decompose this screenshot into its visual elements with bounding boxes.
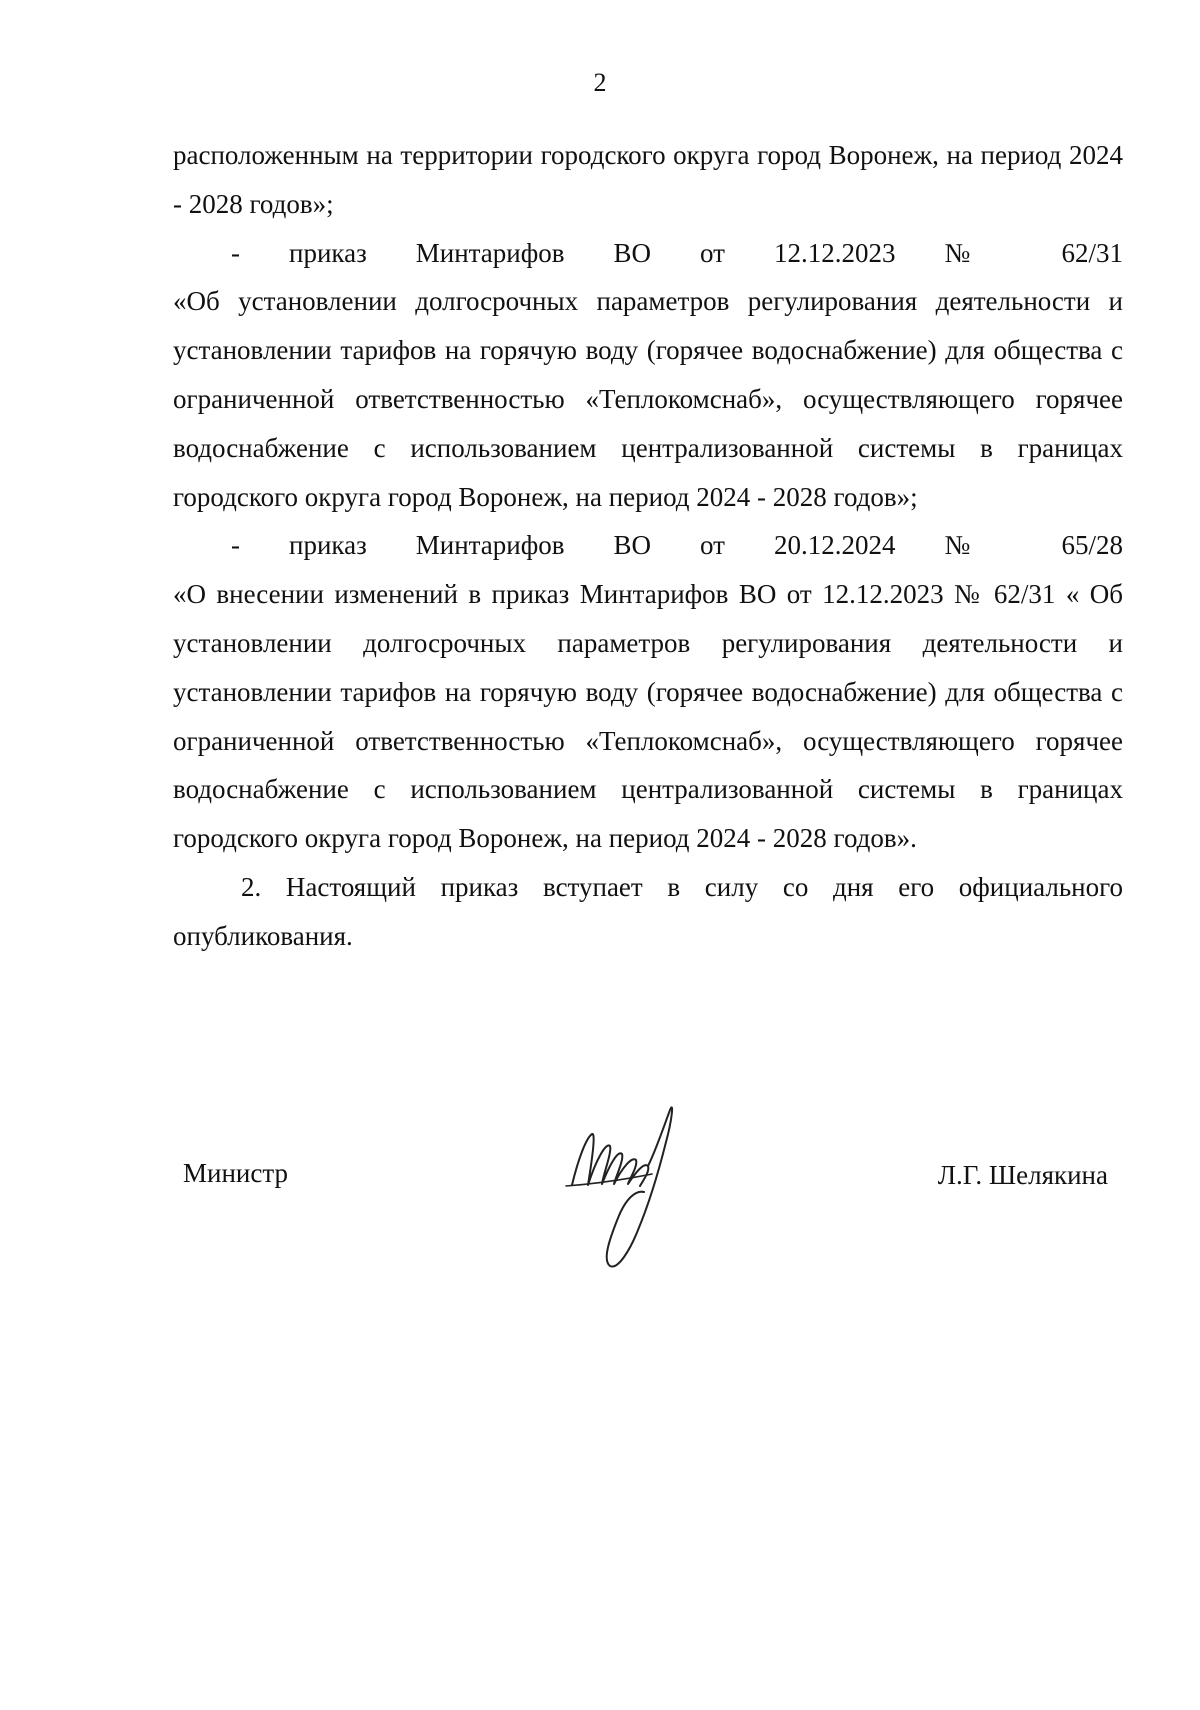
order-title-text: «О внесении изменений в приказ Минтарифов ВО от 12.12.2023 № 62/31 « Об установлении долгосрочных параметров регулирования деятельности и установлении тарифов на горячую воду (горячее водоснабжение) для общества с ограниченной ответственностью «Теплокомснаб», осуществляющего горячее водоснабжение с использованием централизованной системы в границах городского округа город Воронеж, на период 2024 - 2028 годов».	[173, 579, 1123, 854]
order-title-text: «Об установлении долгосрочных параметров регулирования деятельности и установлении тарифов на горячую воду (горячее водоснабжение) для общества с ограниченной ответственностью «Теплокомснаб», осуществляющего горячее водоснабжение с использованием централизованной системы в границах городского округа город Воронеж, на период 2024 - 2028 годов»;	[173, 286, 1123, 512]
document-body	[173, 131, 1123, 961]
signatory-name: Л.Г. Шелякина	[937, 1160, 1108, 1190]
signatory-role: Министр	[183, 1158, 288, 1188]
page-number: 2	[593, 68, 607, 97]
list-item	[173, 229, 1123, 522]
continuation-paragraph: расположенным на территории городского округа город Воронеж, на период 2024 - 2028 годов»;	[173, 140, 1123, 219]
order-reference-line: - приказ Минтарифов ВО от 12.12.2023 № 62/31	[231, 237, 1123, 268]
list-item	[173, 521, 1123, 863]
order-reference-line: - приказ Минтарифов ВО от 20.12.2024 № 65/28	[231, 530, 1123, 561]
clause-2-paragraph: 2. Настоящий приказ вступает в силу со дня его официального опубликования.	[173, 871, 1123, 951]
handwritten-signature	[552, 1090, 692, 1290]
